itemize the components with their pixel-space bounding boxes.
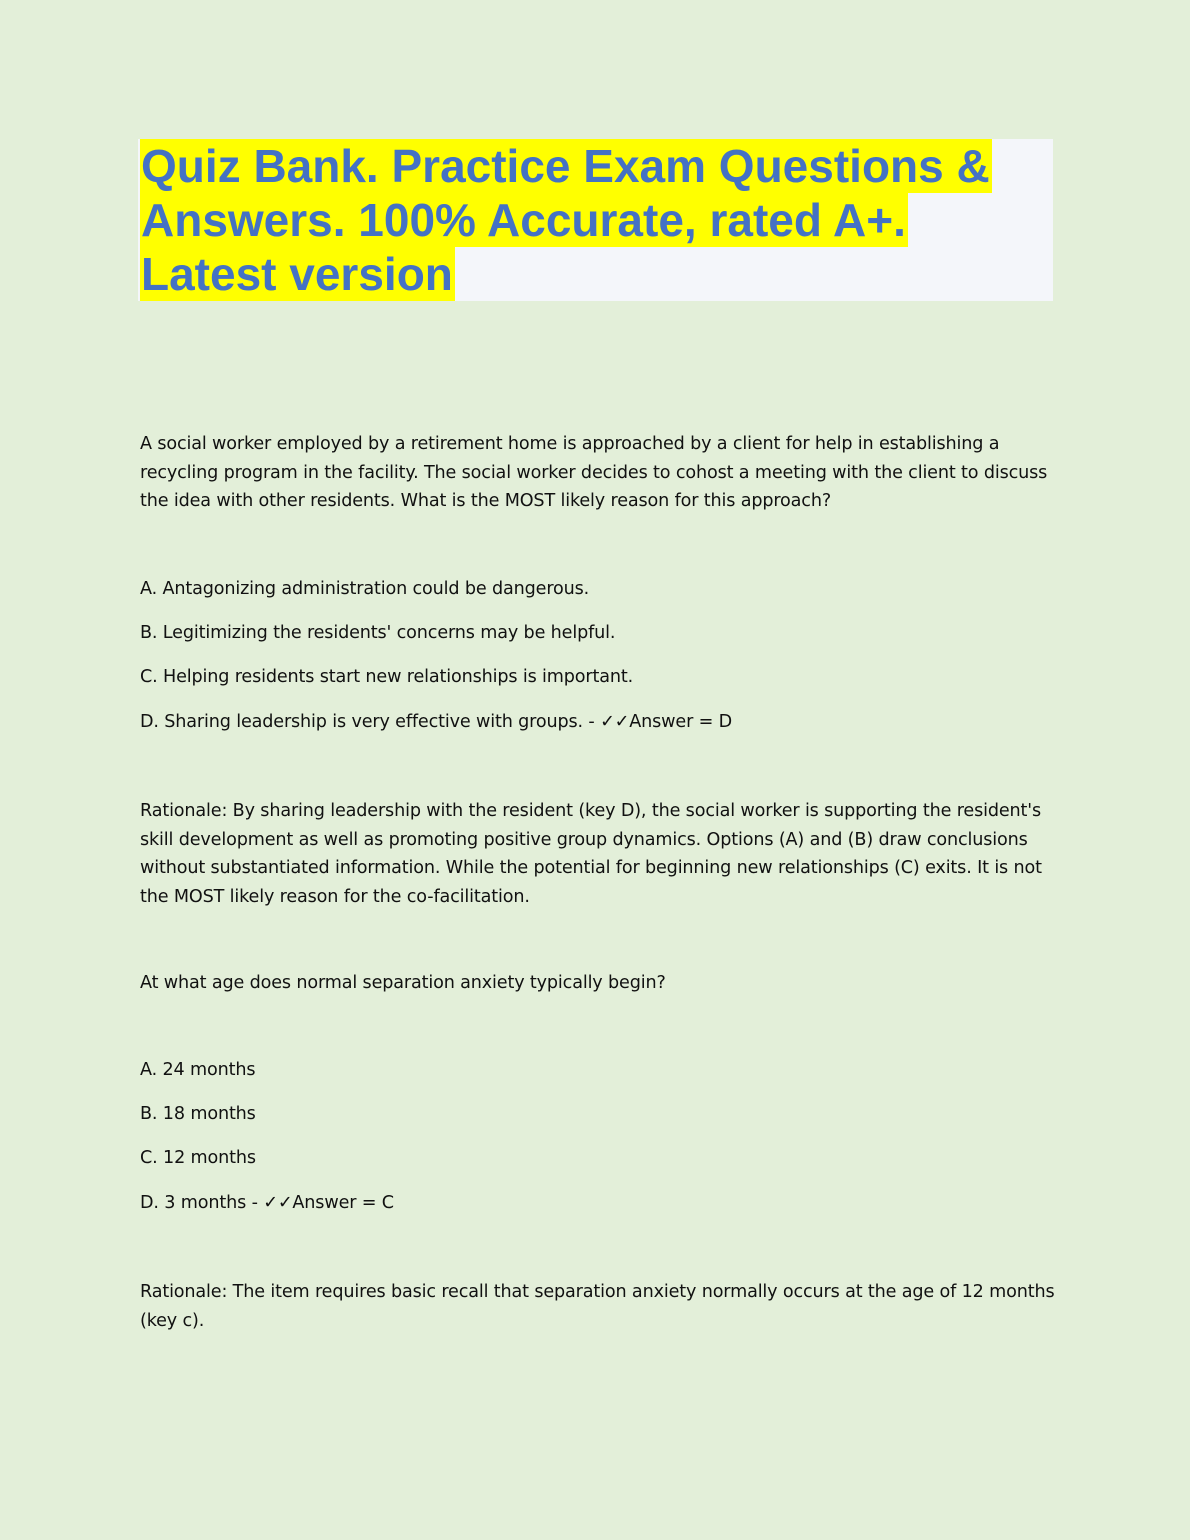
question-1-option-d: D. Sharing leadership is very effective with groups. - [140, 712, 595, 732]
question-2-option-d-row [140, 1189, 1055, 1218]
question-1-option-c: C. Helping residents start new relationships is important. [140, 667, 634, 687]
question-1-stem: A social worker employed by a retirement home is approached by a client for help in establishing a recycling program in the facility. The social worker decides to cohost a meeting with the client to discuss the idea with other residents. What is the MOST likely reason for this approach? [140, 434, 1048, 511]
title-line-1: Quiz Bank. Practice Exam Questions & [141, 140, 990, 192]
question-2-option-c: C. 12 months [140, 1148, 256, 1168]
title-block [138, 139, 1053, 301]
question-2-stem: At what age does normal separation anxiety typically begin? [140, 973, 666, 993]
question-2-answer: Answer = C [292, 1193, 394, 1213]
check-icon: ✓✓ [600, 712, 630, 732]
question-2-option-a: A. 24 months [140, 1060, 256, 1080]
question-2-option-d: D. 3 months - [140, 1193, 258, 1213]
question-1-option-b: B. Legitimizing the residents' concerns may be helpful. [140, 623, 616, 643]
question-2-rationale: Rationale: The item requires basic recall that separation anxiety normally occurs at the age of 12 months (key c). [140, 1282, 1055, 1331]
question-1-option-a: A. Antagonizing administration could be dangerous. [140, 579, 590, 599]
question-1-rationale: Rationale: By sharing leadership with the resident (key D), the social worker is supporting the resident's skill development as well as promoting positive group dynamics. Options (A) and (B) draw conclusions without substantiated information. While the potential for beginning new relationships (C) exits. It is not the MOST likely reason for the co-facilitation. [140, 801, 1042, 907]
check-icon: ✓✓ [263, 1193, 293, 1213]
question-1-option-d-row [140, 708, 1055, 737]
title-line-2: Answers. 100% Accurate, rated A+. [141, 194, 906, 246]
question-2-option-b: B. 18 months [140, 1104, 256, 1124]
title-line-3: Latest version [141, 248, 453, 300]
question-1-answer: Answer = D [629, 712, 733, 732]
